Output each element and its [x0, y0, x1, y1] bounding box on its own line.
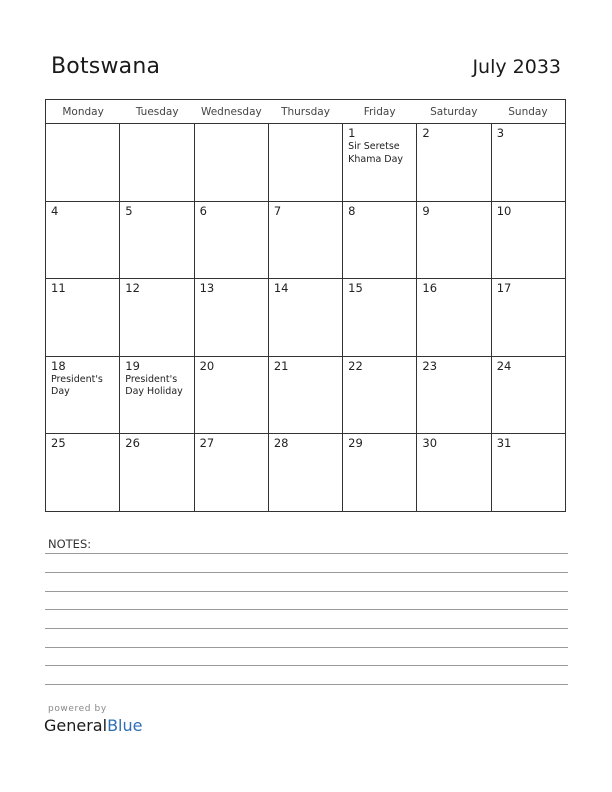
day-cell: [343, 202, 417, 279]
day-number: 1: [348, 126, 356, 140]
day-cell: [120, 279, 194, 356]
day-cell: [120, 124, 194, 201]
week-row-2: [46, 202, 565, 280]
day-cell: [492, 279, 565, 356]
day-number: 19: [125, 358, 140, 373]
day-number: 4: [51, 203, 59, 218]
day-cell: [195, 124, 269, 201]
weekday-friday: Friday: [363, 106, 396, 118]
day-cell: [195, 357, 269, 434]
day-cell: [195, 279, 269, 356]
day-number: 11: [51, 281, 66, 296]
day-cell: [46, 279, 120, 356]
day-cell: [269, 124, 343, 201]
weekday-monday: Monday: [62, 106, 104, 118]
day-cell: [343, 357, 417, 434]
day-cell: [120, 434, 194, 512]
week-row-3: [46, 279, 565, 357]
day-cell: [269, 357, 343, 434]
day-number: 29: [348, 436, 363, 451]
brand-general-text: General: [44, 716, 108, 735]
day-cell: [417, 124, 491, 201]
day-number: 7: [273, 203, 282, 218]
weekday-wednesday: Wednesday: [200, 106, 262, 118]
holiday-label: Sir Seretse Khama Day: [348, 141, 404, 165]
holiday-label: President's Day Holiday: [125, 373, 183, 398]
month-title: July 2033: [472, 56, 561, 78]
day-number: 16: [422, 281, 438, 296]
day-number: 6: [199, 203, 207, 218]
day-cell: [46, 434, 120, 512]
country-title: Botswana: [51, 54, 161, 79]
day-number: 31: [496, 436, 512, 451]
day-number: 28: [273, 436, 289, 451]
day-cell: [492, 202, 565, 279]
day-number: 20: [199, 358, 215, 373]
day-number: 9: [422, 203, 430, 218]
day-cell: [417, 279, 491, 356]
day-cell: [343, 434, 417, 512]
day-number: 2: [422, 126, 430, 140]
day-cell: [417, 357, 491, 434]
day-number: 26: [125, 436, 140, 451]
day-number: 27: [199, 436, 215, 451]
day-cell: [269, 434, 343, 512]
day-cell: [343, 279, 417, 356]
week-row-5: [46, 434, 565, 512]
brand-logo: [44, 716, 142, 735]
day-number: 17: [496, 281, 512, 296]
day-number: 14: [273, 281, 289, 296]
day-number: 30: [422, 436, 438, 451]
day-number: 25: [51, 436, 66, 451]
day-cell: [417, 202, 491, 279]
week-row-1: [46, 124, 565, 202]
day-cell: [46, 124, 120, 201]
day-number: 18: [51, 358, 66, 373]
weekday-thursday: Thursday: [281, 106, 330, 118]
day-number: 21: [273, 358, 289, 373]
day-cell: [120, 202, 194, 279]
day-cell: [343, 124, 417, 201]
day-number: 23: [422, 358, 438, 373]
day-cell: [120, 357, 194, 434]
day-cell: [492, 434, 565, 512]
note-line: [45, 609, 568, 610]
day-cell: [46, 202, 120, 279]
day-number: 15: [348, 281, 363, 296]
day-cell: [195, 434, 269, 512]
day-cell: [46, 357, 120, 434]
powered-by-label: powered by: [48, 704, 107, 714]
day-cell: [492, 357, 565, 434]
day-number: 13: [199, 281, 215, 296]
note-line: [45, 553, 568, 554]
brand-blue-text: Blue: [107, 716, 143, 735]
weekday-saturday: Saturday: [430, 106, 478, 118]
day-number: 8: [348, 203, 356, 218]
holiday-label: President's Day: [51, 373, 103, 398]
note-line: [45, 572, 568, 573]
note-line: [45, 628, 568, 629]
day-cell: [417, 434, 491, 512]
notes-label: NOTES:: [48, 537, 92, 551]
day-number: 22: [348, 358, 363, 373]
week-row-4: [46, 357, 565, 435]
day-number: 24: [496, 358, 512, 373]
weekday-sunday: Sunday: [508, 106, 548, 118]
day-number: 5: [125, 203, 133, 218]
weekday-header-row: [46, 100, 565, 124]
day-cell: [492, 124, 565, 201]
day-number: 10: [496, 203, 512, 218]
day-number: 3: [496, 126, 505, 140]
note-line: [45, 684, 568, 685]
note-line: [45, 665, 568, 666]
day-number: 12: [125, 281, 140, 296]
note-line: [45, 647, 568, 648]
day-cell: [269, 279, 343, 356]
weekday-tuesday: Tuesday: [135, 106, 179, 118]
day-cell: [269, 202, 343, 279]
calendar-grid: [45, 99, 566, 512]
day-cell: [195, 202, 269, 279]
note-line: [45, 591, 568, 592]
